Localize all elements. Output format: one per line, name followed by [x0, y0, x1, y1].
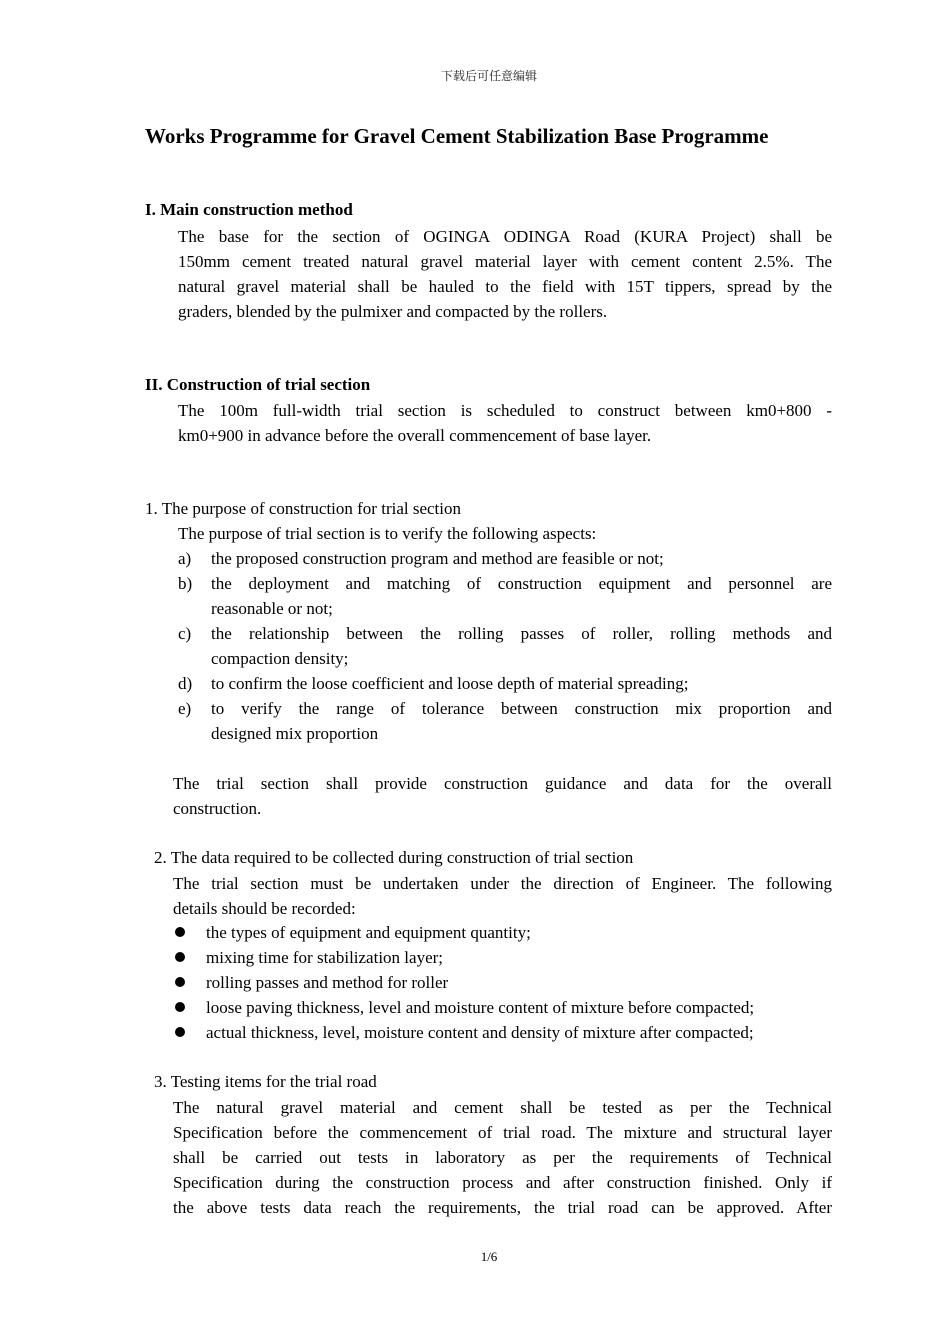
text-line: km0+900 in advance before the overall commencement of base layer.	[178, 426, 652, 445]
text-line: The natural gravel material and cement shall be tested as per the Technical	[173, 1098, 832, 1117]
bullet-item: mixing time for stabilization layer;	[206, 948, 443, 967]
bullet-item: actual thickness, level, moisture content and density of mixture after compacted;	[206, 1023, 754, 1042]
section-1-body	[178, 224, 832, 324]
text-line: to confirm the loose coefficient and loose depth of material spreading;	[211, 674, 689, 693]
bullet-item: loose paving thickness, level and moisture content of mixture before compacted;	[206, 998, 755, 1017]
text-line: Specification before the commencement of trial road. The mixture and structural layer	[173, 1123, 832, 1142]
subsection-3-body	[173, 1095, 832, 1220]
list-item	[211, 671, 832, 696]
bullet-icon	[175, 927, 185, 937]
list-label: b)	[178, 574, 193, 593]
subsection-1-intro: The purpose of trial section is to verify the following aspects:	[178, 524, 597, 543]
text-line: graders, blended by the pulmixer and compacted by the rollers.	[178, 302, 608, 321]
text-line: shall be carried out tests in laboratory as per the requirements of Technical	[173, 1148, 832, 1167]
subsection-1-heading: 1. The purpose of construction for trial section	[145, 499, 461, 518]
bullet-icon	[175, 952, 185, 962]
text-line: The 100m full-width trial section is scheduled to construct between km0+800 -	[178, 401, 832, 420]
bullet-icon	[175, 977, 185, 987]
bullet-item: the types of equipment and equipment quantity;	[206, 923, 531, 942]
text-line: the deployment and matching of construction equipment and personnel are	[211, 574, 832, 593]
text-line: compaction density;	[211, 649, 349, 668]
text-line: The trial section shall provide construction guidance and data for the overall	[173, 774, 832, 793]
bullet-icon	[175, 1027, 185, 1037]
text-line: natural gravel material shall be hauled to the field with 15T tippers, spread by the	[178, 277, 832, 296]
list-item	[211, 571, 832, 621]
subsection-2-heading: 2. The data required to be collected during construction of trial section	[154, 848, 634, 867]
text-line: Specification during the construction process and after construction finished. Only if	[173, 1173, 832, 1192]
text-line: designed mix proportion	[211, 724, 379, 743]
text-line: The trial section must be undertaken under the direction of Engineer. The following	[173, 874, 832, 893]
section-2-body	[178, 398, 832, 448]
list-item	[211, 621, 832, 671]
list-label: e)	[178, 699, 192, 718]
text-line: the proposed construction program and method are feasible or not;	[211, 549, 664, 568]
list-label: a)	[178, 549, 192, 568]
text-line: construction.	[173, 799, 262, 818]
text-line: the relationship between the rolling passes of roller, rolling methods and	[211, 624, 832, 643]
text-line: reasonable or not;	[211, 599, 333, 618]
list-item	[211, 546, 832, 571]
page-header: 下载后可任意编辑	[440, 69, 537, 83]
list-label: c)	[178, 624, 192, 643]
text-line: the above tests data reach the requirements, the trial road can be approved. After	[173, 1198, 832, 1217]
subsection-2-body	[173, 871, 832, 921]
section-2-heading: II. Construction of trial section	[145, 375, 371, 394]
list-label: d)	[178, 674, 193, 693]
bullet-icon	[175, 1002, 185, 1012]
document-title: Works Programme for Gravel Cement Stabilization Base Programme	[145, 124, 769, 148]
section-1-heading: I. Main construction method	[145, 200, 353, 219]
text-line: 150mm cement treated natural gravel material layer with cement content 2.5%. The	[178, 252, 832, 271]
text-line: The base for the section of OGINGA ODINGA Road (KURA Project) shall be	[178, 227, 832, 246]
bullet-item: rolling passes and method for roller	[206, 973, 449, 992]
subsection-3-heading: 3. Testing items for the trial road	[154, 1072, 377, 1091]
subsection-1-closing	[173, 771, 832, 821]
text-line: details should be recorded:	[173, 899, 356, 918]
page-number: 1/6	[480, 1249, 498, 1264]
text-line: to verify the range of tolerance between construction mix proportion and	[211, 699, 832, 718]
list-item	[211, 696, 832, 746]
